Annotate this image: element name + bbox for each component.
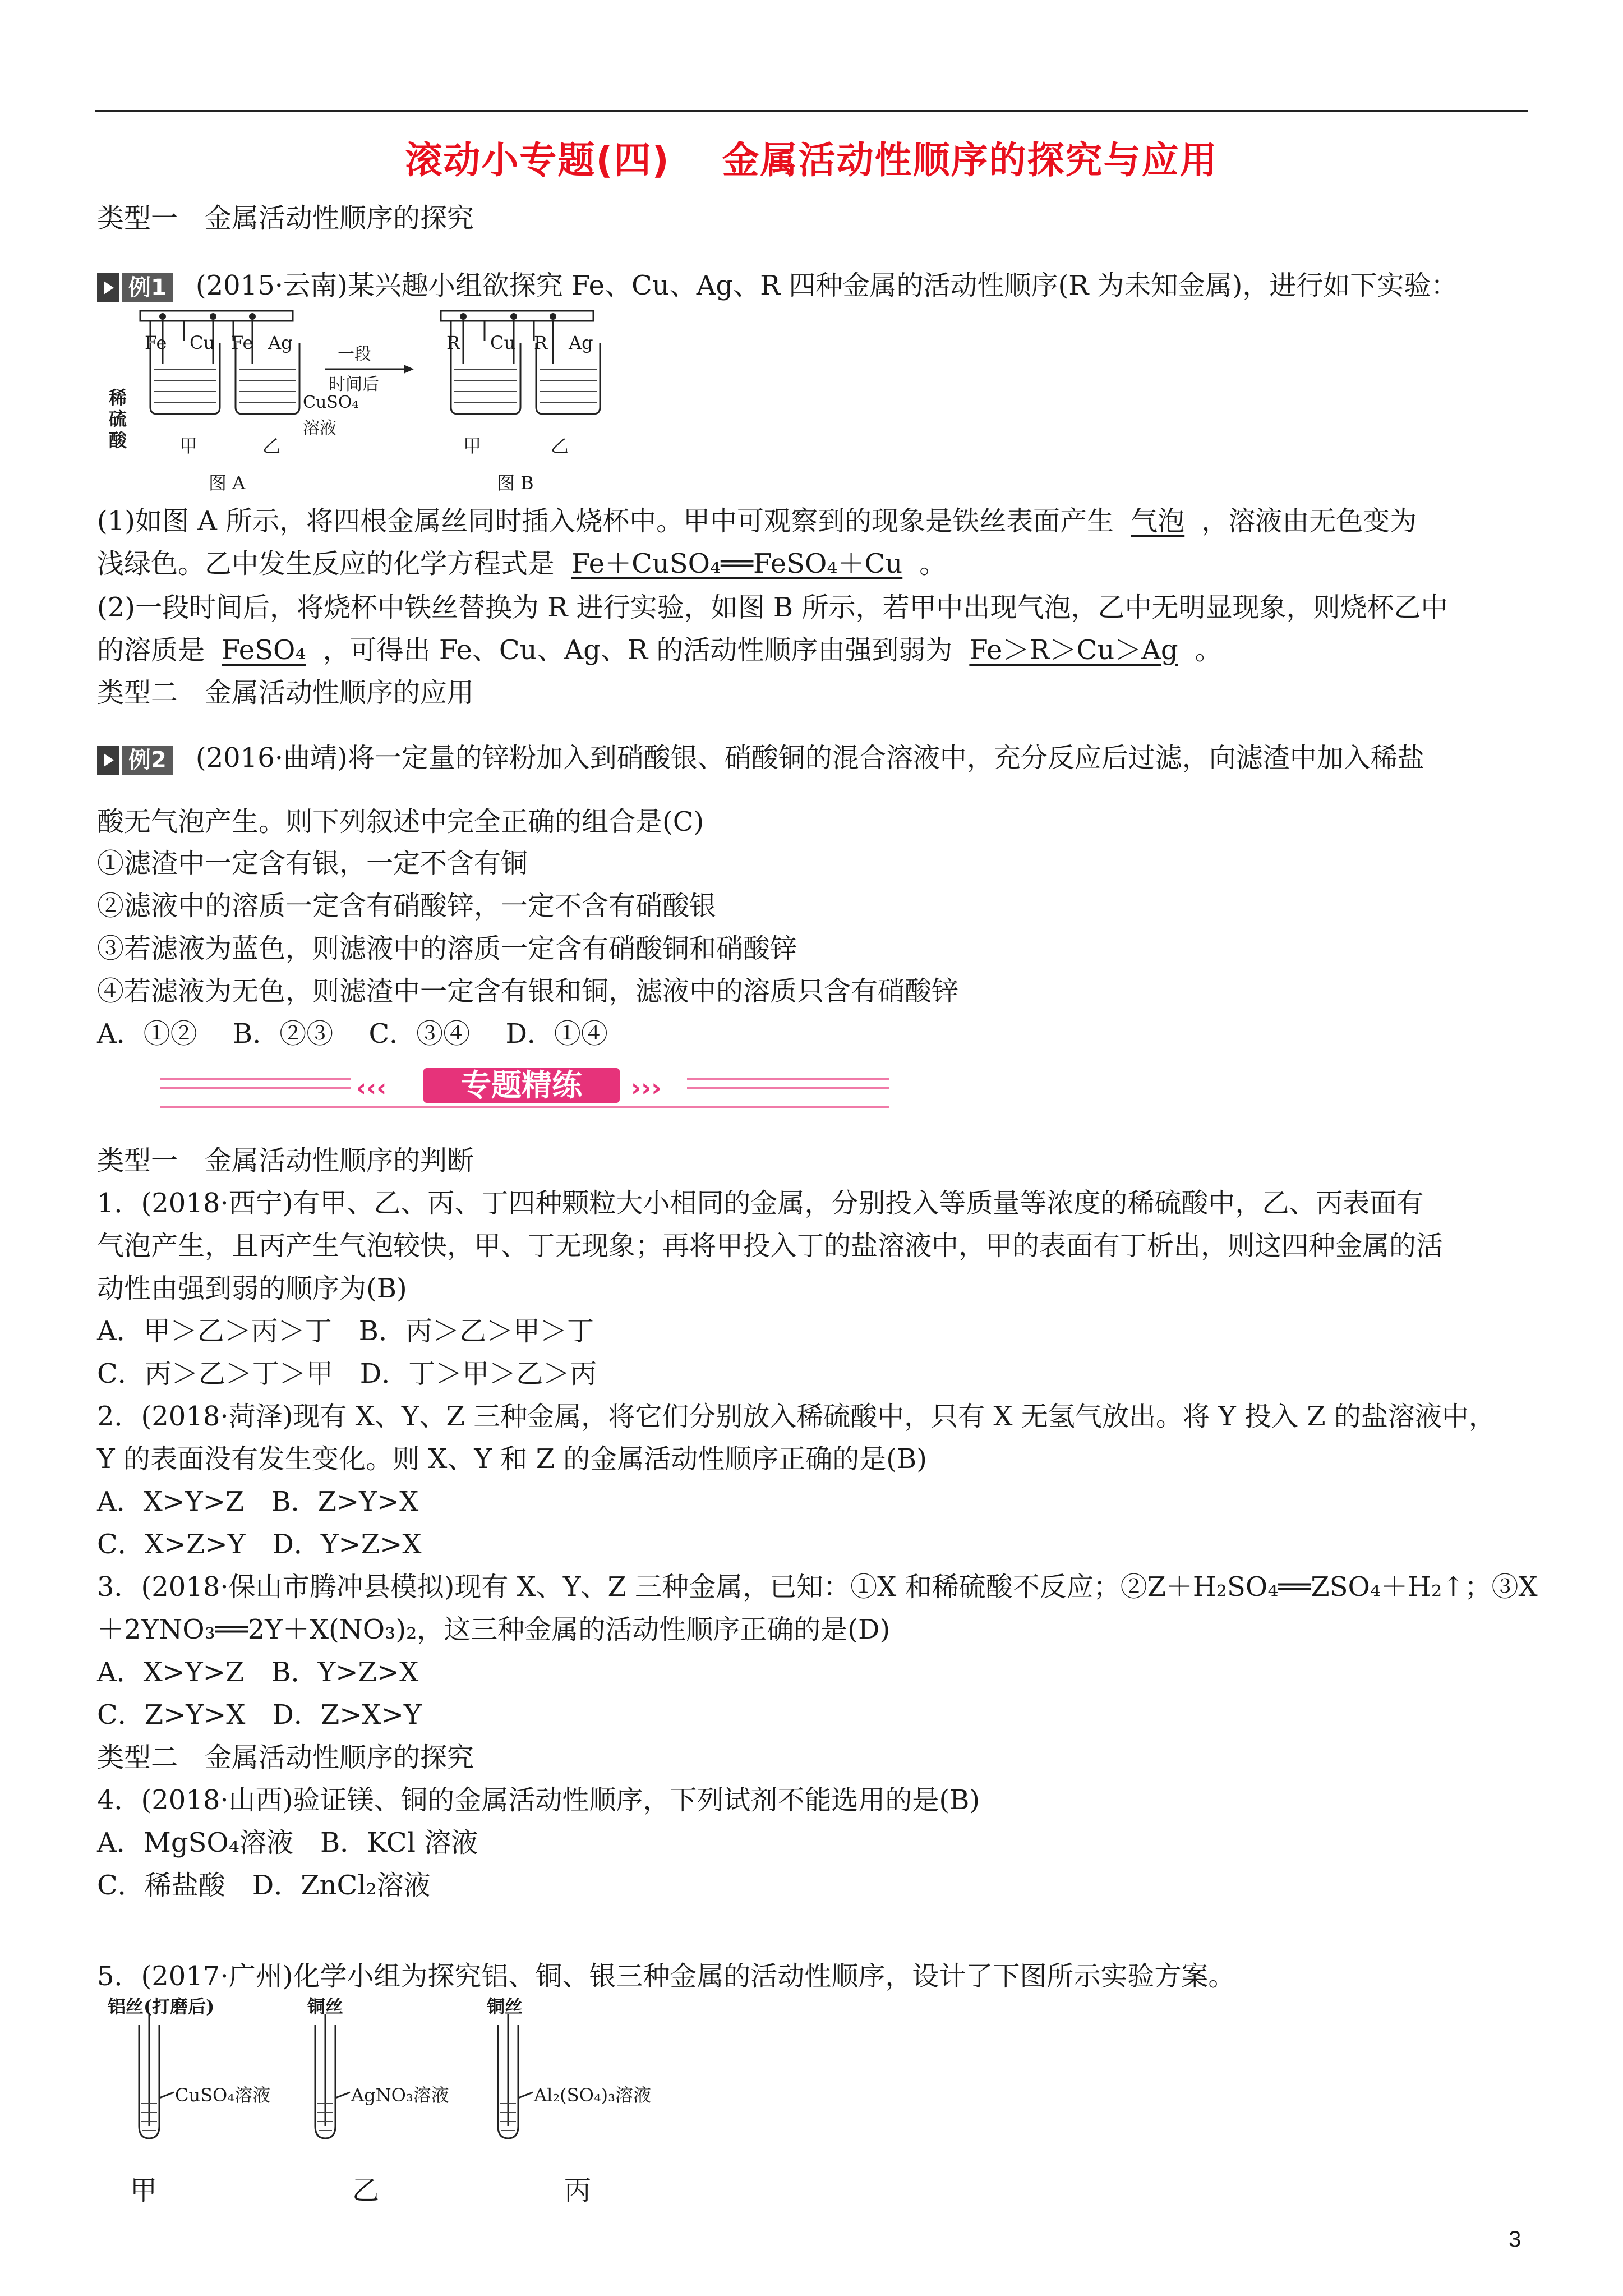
page-title: 滚动小专题(四) 金属活动性顺序的探究与应用 bbox=[405, 139, 1218, 182]
q4-option: A．MgSO₄溶液 B．KCl 溶液 bbox=[97, 1827, 478, 1858]
q1-line: 气泡产生，且丙产生气泡较快，甲、丁无现象；再将甲投入丁的盐溶液中，甲的表面有丁析出，则这四种金属的活 bbox=[97, 1230, 1444, 1262]
acid-label: 稀硫酸 bbox=[109, 387, 127, 451]
q2-line: Y 的表面没有发生变化。则 X、Y 和 Z 的金属活动性顺序正确的是(B) bbox=[97, 1443, 927, 1475]
beaker-yi-label: 乙 bbox=[262, 435, 281, 457]
ex1-q2-line1: (2)一段时间后，将烧杯中铁丝替换为 R 进行实验，如图 B 所示，若甲中出现气泡，乙中无明显现象，则烧杯乙中 bbox=[97, 592, 1448, 623]
type1-heading: 类型一 金属活动性顺序的探究 bbox=[97, 203, 474, 234]
example-1-text: (2015·云南)某兴趣小组欲探究 Fe、Cu、Ag、R 四种金属的活动性顺序(R 为未知金属)，进行如下实验： bbox=[195, 270, 1458, 301]
q1-option: A．甲＞乙＞丙＞丁 B．丙＞乙＞甲＞丁 bbox=[97, 1315, 594, 1347]
ex1-q1-line2: 浅绿色。乙中发生反应的化学方程式是 Fe＋CuSO₄══FeSO₄＋Cu 。 bbox=[97, 542, 946, 586]
ex1-q2-line2: 的溶质是 FeSO₄ ，可得出 Fe、Cu、Ag、R 的活动性顺序由强到弱为 Fe＞R＞Cu＞Ag 。 bbox=[97, 628, 1222, 672]
cuso4-label: CuSO₄ bbox=[303, 393, 359, 412]
example-badge: 例1 bbox=[97, 273, 173, 302]
metal-label: R bbox=[534, 332, 548, 353]
wire-label: 铜丝 bbox=[487, 1996, 523, 2017]
right-chevrons-icon: ››› bbox=[631, 1074, 662, 1102]
example-badge: 例2 bbox=[97, 746, 173, 775]
q1-option: C．丙＞乙＞丁＞甲 D．丁＞甲＞乙＞丙 bbox=[97, 1358, 597, 1389]
q4-line: 4．(2018·山西)验证镁、铜的金属活动性顺序，下列试剂不能选用的是(B) bbox=[97, 1784, 980, 1816]
ex2-line2: 酸无气泡产生。则下列叙述中完全正确的组合是(C) bbox=[97, 806, 704, 838]
q2-option: A．X>Y>Z B．Z>Y>X bbox=[97, 1486, 419, 1517]
answer-blank: FeSO₄ bbox=[222, 634, 306, 666]
solution-label: AgNO₃溶液 bbox=[351, 2085, 449, 2106]
practice-type1-heading: 类型一 金属活动性顺序的判断 bbox=[97, 1145, 474, 1176]
play-icon bbox=[97, 273, 119, 302]
q3-option: C．Z>Y>X D．Z>X>Y bbox=[97, 1699, 422, 1731]
ex2-item: ①滤渣中一定含有银，一定不含有铜 bbox=[97, 848, 528, 879]
figure-a-label: 图 A bbox=[209, 472, 246, 494]
wire-label: 铜丝 bbox=[307, 1996, 344, 2017]
banner-title: 专题精练 bbox=[423, 1068, 620, 1103]
ex1-q1-line1: (1)如图 A 所示，将四根金属丝同时插入烧杯中。甲中可观察到的现象是铁丝表面产生 气泡 ，溶液由无色变为 bbox=[97, 499, 1417, 543]
metal-label: Fe bbox=[145, 332, 167, 353]
q2-line: 2．(2018·菏泽)现有 X、Y、Z 三种金属，将它们分别放入稀硫酸中，只有 X 无氢气放出。将 Y 投入 Z 的盐溶液中， bbox=[97, 1401, 1496, 1432]
answer-blank: 气泡 bbox=[1131, 505, 1185, 537]
q2-option: C．X>Z>Y D．Y>Z>X bbox=[97, 1529, 422, 1560]
answer-blank: Fe＞R＞Cu＞Ag bbox=[969, 634, 1178, 666]
wire-label: 铝丝(打磨后) bbox=[108, 1996, 215, 2017]
metal-label: Ag bbox=[268, 332, 293, 353]
arrow-label-bottom: 时间后 bbox=[329, 375, 379, 394]
practice-type2-heading: 类型二 金属活动性顺序的探究 bbox=[97, 1742, 474, 1773]
tube-label-jia: 甲 bbox=[130, 2175, 158, 2206]
metal-label: Fe bbox=[231, 332, 253, 353]
solution-label: Al₂(SO₄)₃溶液 bbox=[534, 2085, 651, 2106]
q3-option: A．X>Y>Z B．Y>Z>X bbox=[97, 1657, 419, 1688]
ex2-item: ③若滤液为蓝色，则滤液中的溶质一定含有硝酸铜和硝酸锌 bbox=[97, 933, 797, 964]
tube-label-yi: 乙 bbox=[352, 2175, 380, 2206]
page-number: 3 bbox=[1509, 2227, 1521, 2252]
q1-line: 动性由强到弱的顺序为(B) bbox=[97, 1273, 407, 1304]
q1-line: 1．(2018·西宁)有甲、乙、丙、丁四种颗粒大小相同的金属，分别投入等质量等浓度的稀硫酸中，乙、丙表面有 bbox=[97, 1188, 1424, 1219]
top-rule bbox=[95, 110, 1528, 112]
ex2-item: ②滤液中的溶质一定含有硝酸锌，一定不含有硝酸银 bbox=[97, 890, 717, 922]
metal-label: R bbox=[446, 332, 460, 353]
metal-label: Ag bbox=[569, 332, 593, 353]
q3-line: 3．(2018·保山市腾冲县模拟)现有 X、Y、Z 三种金属，已知：①X 和稀硫酸不反应；②Z＋H₂SO₄══ZSO₄＋H₂↑；③X bbox=[97, 1571, 1538, 1603]
metal-label: Cu bbox=[490, 332, 516, 353]
solution-label: 溶液 bbox=[303, 418, 336, 438]
metal-label: Cu bbox=[190, 332, 215, 353]
solution-label: CuSO₄溶液 bbox=[175, 2085, 271, 2106]
left-chevrons-icon: ‹‹‹ bbox=[356, 1074, 387, 1102]
beaker-jia-label: 甲 bbox=[463, 435, 482, 457]
example-1 bbox=[97, 264, 1458, 307]
type2-heading: 类型二 金属活动性顺序的应用 bbox=[97, 677, 474, 708]
play-icon bbox=[97, 746, 119, 775]
beaker-yi-label: 乙 bbox=[551, 435, 569, 457]
figure-b-label: 图 B bbox=[497, 472, 534, 494]
arrow-label-top: 一段 bbox=[338, 344, 371, 364]
q5-line: 5．(2017·广州)化学小组为探究铝、铜、银三种金属的活动性顺序，设计了下图所示实验方案。 bbox=[97, 1961, 1235, 1992]
answer-blank: Fe＋CuSO₄══FeSO₄＋Cu bbox=[571, 548, 903, 579]
q4-option: C．稀盐酸 D．ZnCl₂溶液 bbox=[97, 1870, 431, 1901]
example-2: 例2 (2016·曲靖)将一定量的锌粉加入到硝酸银、硝酸铜的混合溶液中，充分反应后过滤，向滤渣中加入稀盐 bbox=[97, 736, 1424, 780]
q3-line: ＋2YNO₃══2Y＋X(NO₃)₂，这三种金属的活动性顺序正确的是(D) bbox=[97, 1614, 891, 1645]
ex2-options: A．①② B．②③ C．③④ D．①④ bbox=[97, 1018, 608, 1050]
section-banner bbox=[160, 1068, 889, 1119]
tube-label-bing: 丙 bbox=[564, 2175, 592, 2206]
beaker-jia-label: 甲 bbox=[179, 435, 198, 457]
ex2-item: ④若滤液为无色，则滤渣中一定含有银和铜，滤液中的溶质只含有硝酸锌 bbox=[97, 976, 959, 1007]
